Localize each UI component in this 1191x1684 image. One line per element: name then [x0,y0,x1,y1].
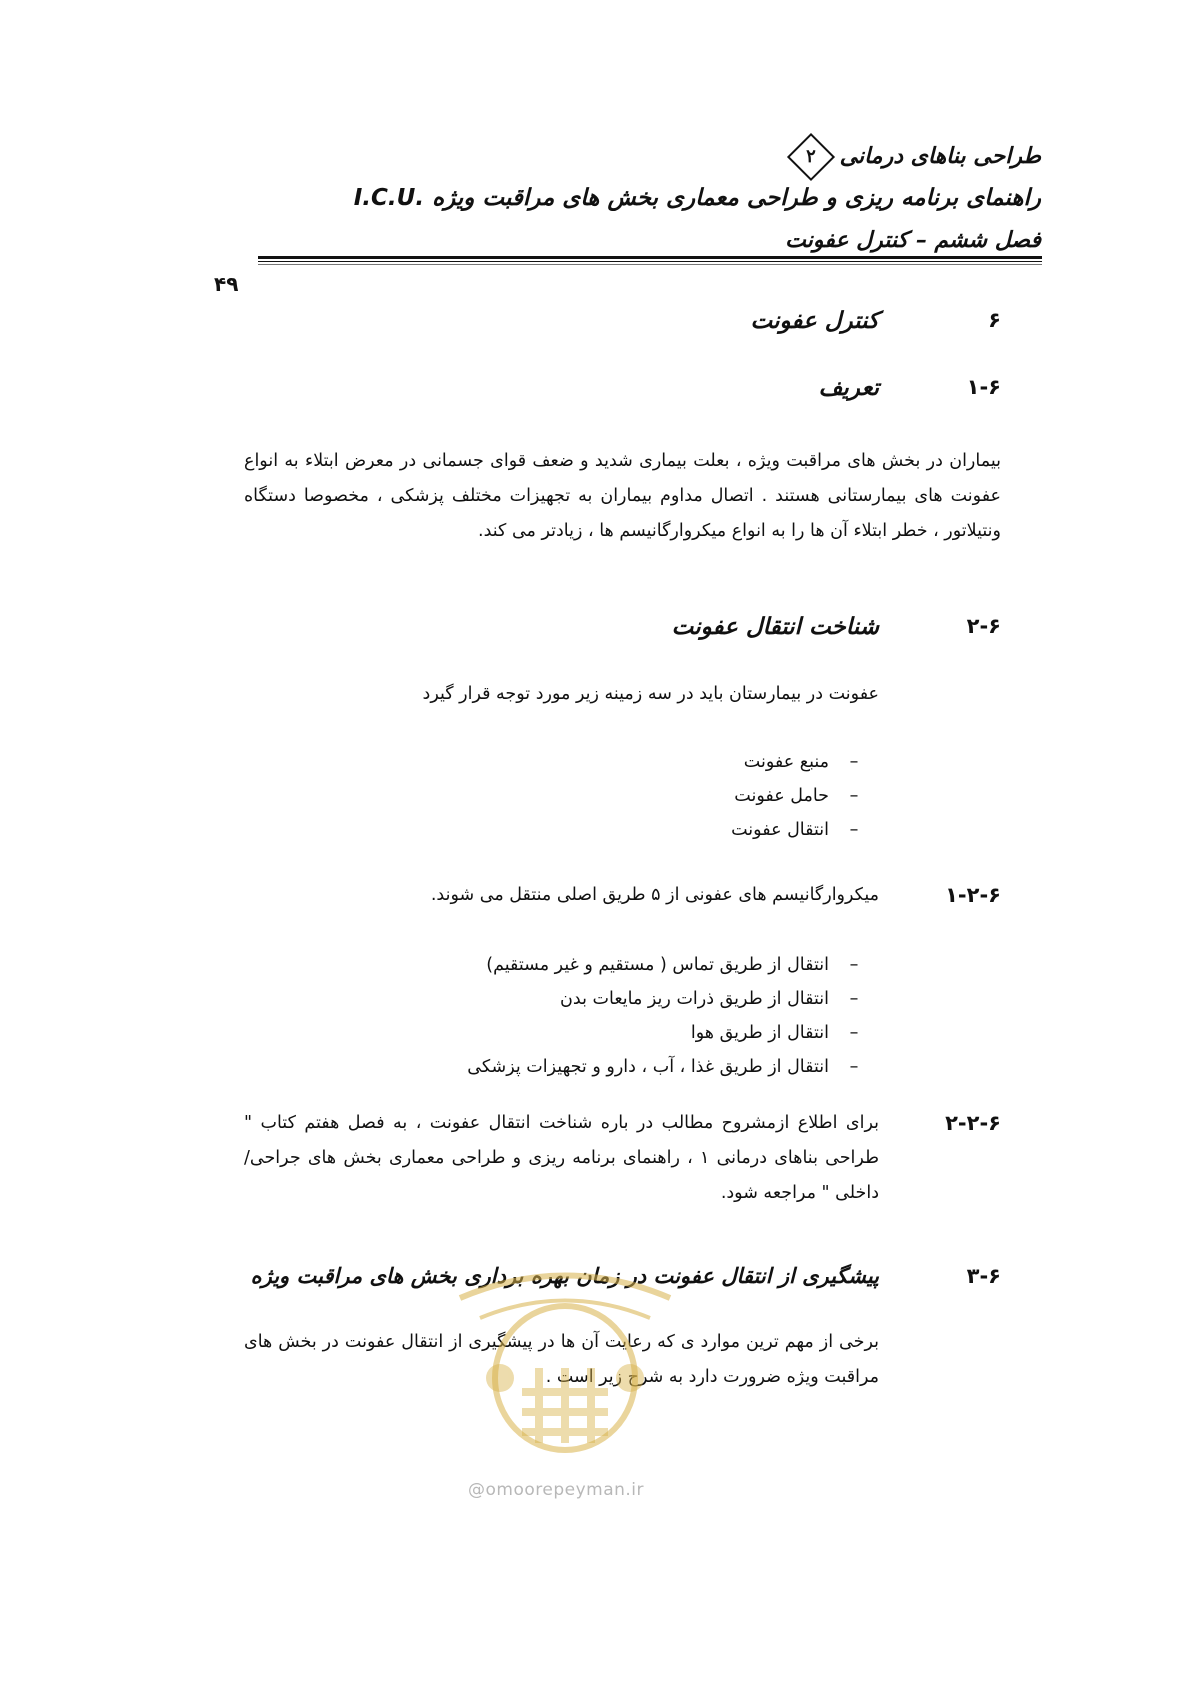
watermark-url: @omoorepeyman.ir [468,1480,645,1500]
list-dash: – [849,955,859,975]
list-dash: – [849,989,859,1009]
list-dash: – [849,1023,859,1043]
list-dash: – [849,786,859,806]
list-item-text: انتقال عفونت [731,820,829,840]
chapter-title: فصل ششم – کنترل عفونت [785,227,1041,253]
series-number: ۲ [805,146,816,167]
list-item [731,745,879,779]
list-dash: – [849,1057,859,1077]
header-rule-thick [258,256,1042,259]
list-item-text: منبع عفونت [743,752,829,772]
series-title-text: طراحی بناهای درمانی [839,143,1041,169]
list-item [467,1016,879,1050]
list-item [467,982,879,1016]
section-6-2-1-text: میکروارگانیسم های عفونی از ۵ طریق اصلی منتقل می شوند. [430,885,879,905]
section-6-2-title: شناخت انتقال عفونت [671,613,879,640]
section-6-2-1-number: ۱-۲-۶ [945,883,1001,907]
section-6-3-paragraph: برخی از مهم ترین موارد ی که رعایت آن ها در پیشگیری از انتقال عفونت در بخش های مراقبت ویژه ضرورت دارد به شرح زیر است . [244,1332,879,1387]
list-item [467,1050,879,1084]
section-6-2-intro: عفونت در بیمارستان باید در سه زمینه زیر مورد توجه قرار گیرد [422,684,879,704]
series-number-diamond [787,133,835,181]
book-title-text: راهنمای برنامه ریزی و طراحی معماری بخش های مراقبت ویژه [432,184,1041,211]
section-6-3-number: ۳-۶ [966,1264,1001,1288]
list-item-text: انتقال از طریق هوا [690,1023,829,1043]
list-item [731,779,879,813]
section-6-title: کنترل عفونت [750,307,879,334]
section-6-2-2-paragraph: برای اطلاع ازمشروح مطالب در باره شناخت انتقال عفونت ، به فصل هفتم کتاب " طراحی بناهای درمانی ۱ ، راهنمای برنامه ریزی و طراحی معماری بخش های جراحی/داخلی " مراجعه شود. [244,1113,880,1203]
list-item-text: انتقال از طریق تماس ( مستقیم و غیر مستقیم) [486,955,829,975]
list-item [731,813,879,847]
list-dash: – [849,820,859,840]
section-6-2-list [731,745,879,847]
section-6-2-number: ۲-۶ [966,614,1001,638]
book-title-suffix: .I.C.U [353,185,425,211]
list-item-text: حامل عفونت [734,786,829,806]
book-title [354,184,1041,211]
list-item-text: انتقال از طریق ذرات ریز مایعات بدن [560,989,829,1009]
section-6-2-2-number: ۲-۲-۶ [945,1111,1001,1135]
list-item [467,948,879,982]
section-6-1-paragraph: بیماران در بخش های مراقبت ویژه ، بعلت بیماری شدید و ضعف قوای جسمانی در معرض ابتلاء به انواع عفونت های بیمارستانی هستند . اتصال مداوم بیماران به تجهیزات مختلف پزشکی ، مخصوصا دستگاه ونتیلاتور ، خطر ابتلاء آن ها را به انواع میکروارگانیسم ها ، زیادتر می کند. [244,451,1001,541]
section-6-1-number: ۱-۶ [966,375,1001,399]
series-title [782,140,1041,174]
section-6-3-title: پیشگیری از انتقال عفونت در زمان بهره برداری بخش های مراقبت ویژه [250,1263,879,1288]
list-dash: – [849,752,859,772]
page-number: ۴۹ [214,272,239,296]
list-item-text: انتقال از طریق غذا ، آب ، دارو و تجهیزات پزشکی [467,1057,829,1077]
header-rule-thin [258,261,1042,262]
section-6-1-title: تعریف [818,374,879,401]
header-rule-thin-2 [258,264,1042,265]
section-6-number: ۶ [988,308,1001,332]
section-6-2-1-list [467,948,879,1084]
